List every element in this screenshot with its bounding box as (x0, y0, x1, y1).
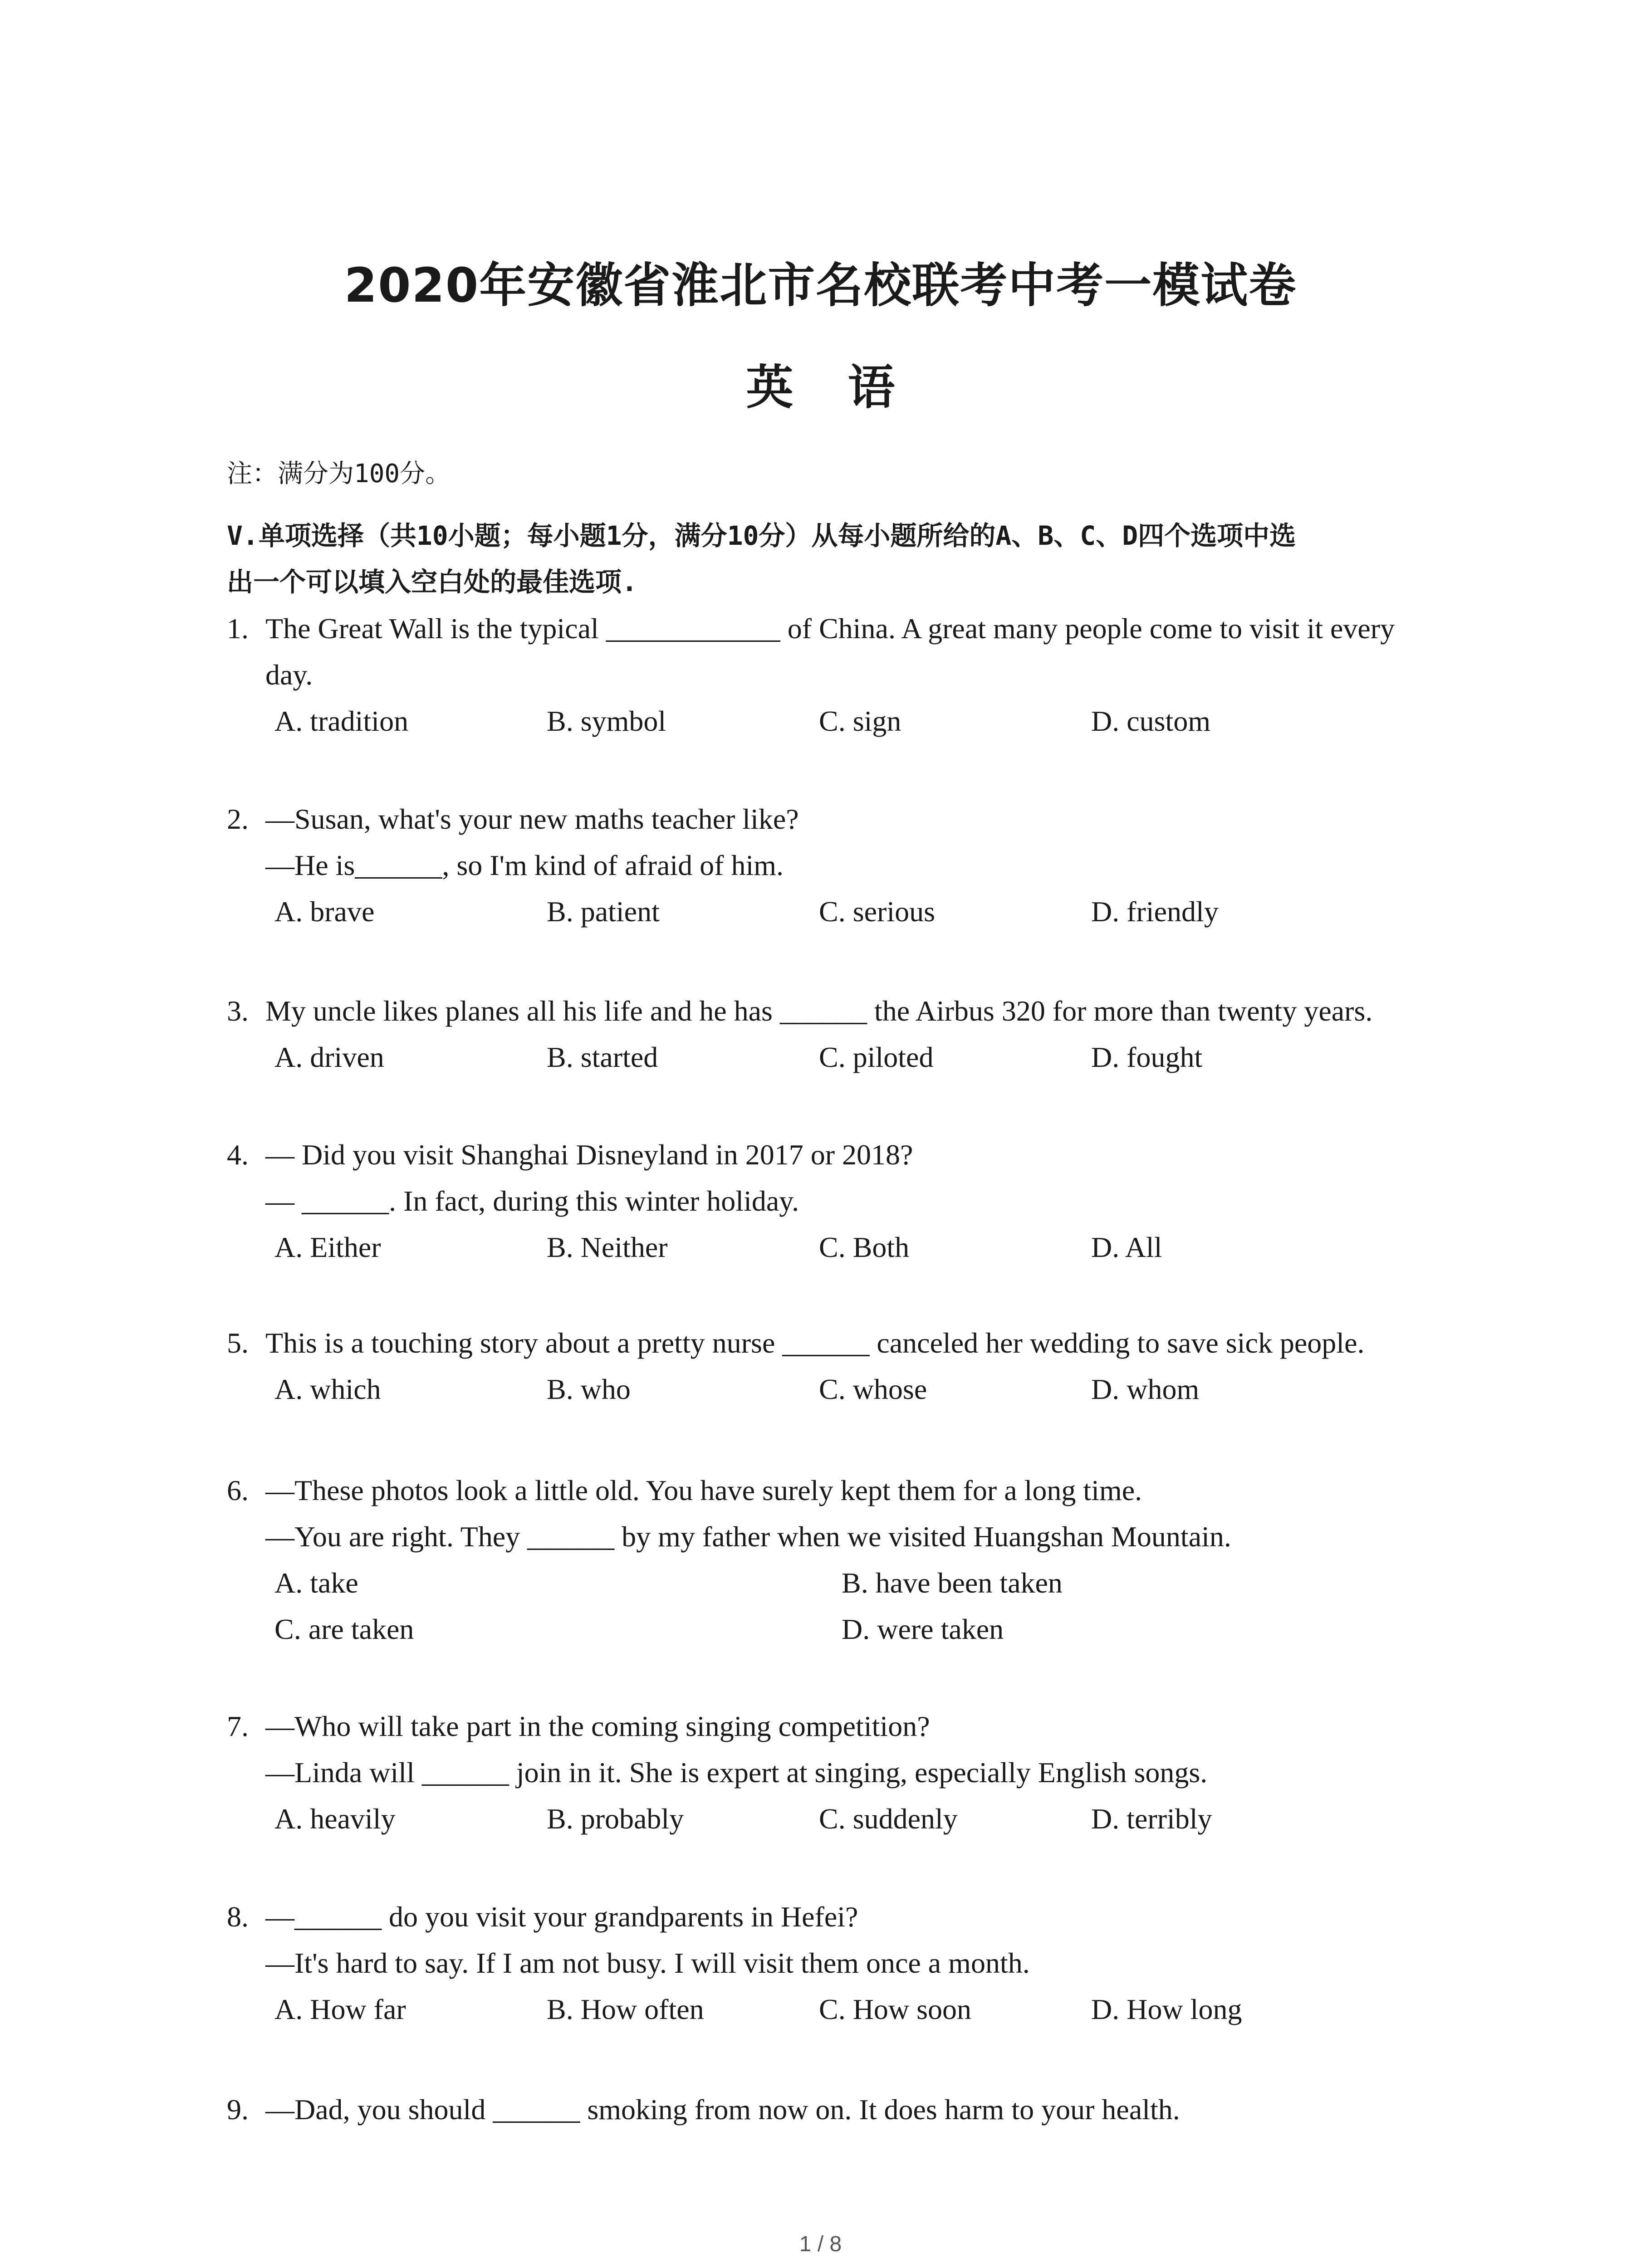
subject-title: 英语 (746, 360, 950, 415)
question-number: 2. (227, 803, 249, 835)
question-number: 1. (227, 612, 249, 645)
answer-option[interactable]: C. suddenly (819, 1803, 958, 1835)
answer-option[interactable]: D. terribly (1091, 1803, 1212, 1835)
score-note: 注：满分为100分。 (227, 459, 451, 489)
question-text-line: This is a touching story about a pretty nurse ______ canceled her wedding to save sick people. (265, 1327, 1365, 1359)
question-text-line: —Susan, what's your new maths teacher like? (265, 803, 799, 835)
section-heading-line-2: 出一个可以填入空白处的最佳选项. (227, 567, 637, 597)
question-number: 8. (227, 1901, 249, 1933)
answer-option[interactable]: D. All (1091, 1231, 1162, 1263)
question-text-line: —Linda will ______ join in it. She is expert at singing, especially English songs. (265, 1756, 1208, 1789)
answer-option[interactable]: C. whose (819, 1373, 927, 1405)
answer-option[interactable]: B. probably (547, 1803, 684, 1835)
question-text-line: The Great Wall is the typical ____________ of China. A great many people come to visit it every (265, 612, 1395, 645)
answer-option[interactable]: A. brave (274, 895, 375, 928)
answer-option[interactable]: B. patient (547, 895, 660, 928)
answer-option[interactable]: A. tradition (274, 705, 409, 737)
answer-option[interactable]: C. are taken (274, 1613, 414, 1645)
page-number: 1 / 8 (799, 2232, 842, 2256)
answer-option[interactable]: C. Both (819, 1231, 910, 1263)
answer-option[interactable]: B. symbol (547, 705, 666, 737)
answer-option[interactable]: A. heavily (274, 1803, 396, 1835)
question-text-line: — ______. In fact, during this winter holiday. (265, 1185, 799, 1217)
answer-option[interactable]: C. serious (819, 895, 935, 928)
answer-option[interactable]: A. Either (274, 1231, 381, 1263)
question-text-line: —You are right. They ______ by my father when we visited Huangshan Mountain. (265, 1520, 1231, 1553)
question-text-line: —______ do you visit your grandparents in Hefei? (265, 1901, 858, 1933)
answer-option[interactable]: D. were taken (842, 1613, 1004, 1645)
answer-option[interactable]: D. friendly (1091, 895, 1219, 928)
answer-option[interactable]: C. sign (819, 705, 901, 737)
answer-option[interactable]: B. who (547, 1373, 631, 1405)
question-text-line: —Dad, you should ______ smoking from now on. It does harm to your health. (265, 2093, 1180, 2126)
answer-option[interactable]: B. Neither (547, 1231, 668, 1263)
answer-option[interactable]: D. custom (1091, 705, 1211, 737)
question-text-line: My uncle likes planes all his life and he has ______ the Airbus 320 for more than twenty years. (265, 995, 1373, 1027)
question-number: 9. (227, 2093, 249, 2126)
answer-option[interactable]: D. fought (1091, 1041, 1203, 1073)
question-text-line: —Who will take part in the coming singing competition? (265, 1710, 930, 1742)
section-heading-line-1: V.单项选择（共10小题；每小题1分，满分10分）从每小题所给的A、B、C、D四个选项中选 (227, 520, 1296, 551)
answer-option[interactable]: B. How often (547, 1993, 704, 2025)
answer-option[interactable]: C. How soon (819, 1993, 972, 2025)
answer-option[interactable]: A. take (274, 1567, 358, 1599)
answer-option[interactable]: D. How long (1091, 1993, 1242, 2025)
answer-option[interactable]: A. How far (274, 1993, 406, 2025)
answer-option[interactable]: C. piloted (819, 1041, 934, 1073)
question-number: 5. (227, 1327, 249, 1359)
question-text-line: —It's hard to say. If I am not busy. I will visit them once a month. (265, 1947, 1030, 1979)
question-number: 7. (227, 1710, 249, 1742)
question-number: 4. (227, 1139, 249, 1171)
answer-option[interactable]: D. whom (1091, 1373, 1200, 1405)
answer-option[interactable]: A. driven (274, 1041, 384, 1073)
question-text-line: — Did you visit Shanghai Disneyland in 2017 or 2018? (265, 1139, 913, 1171)
answer-option[interactable]: B. started (547, 1041, 658, 1073)
answer-option[interactable]: A. which (274, 1373, 381, 1405)
question-number: 6. (227, 1474, 249, 1506)
exam-title: 2020年安徽省淮北市名校联考中考一模试卷 (344, 258, 1297, 313)
question-text-line: —These photos look a little old. You have surely kept them for a long time. (265, 1474, 1142, 1506)
question-text-line: day. (265, 659, 313, 691)
section-heading (227, 513, 1452, 605)
question-number: 3. (227, 995, 249, 1027)
answer-option[interactable]: B. have been taken (842, 1567, 1063, 1599)
question-text-line: —He is______, so I'm kind of afraid of him. (265, 849, 784, 881)
